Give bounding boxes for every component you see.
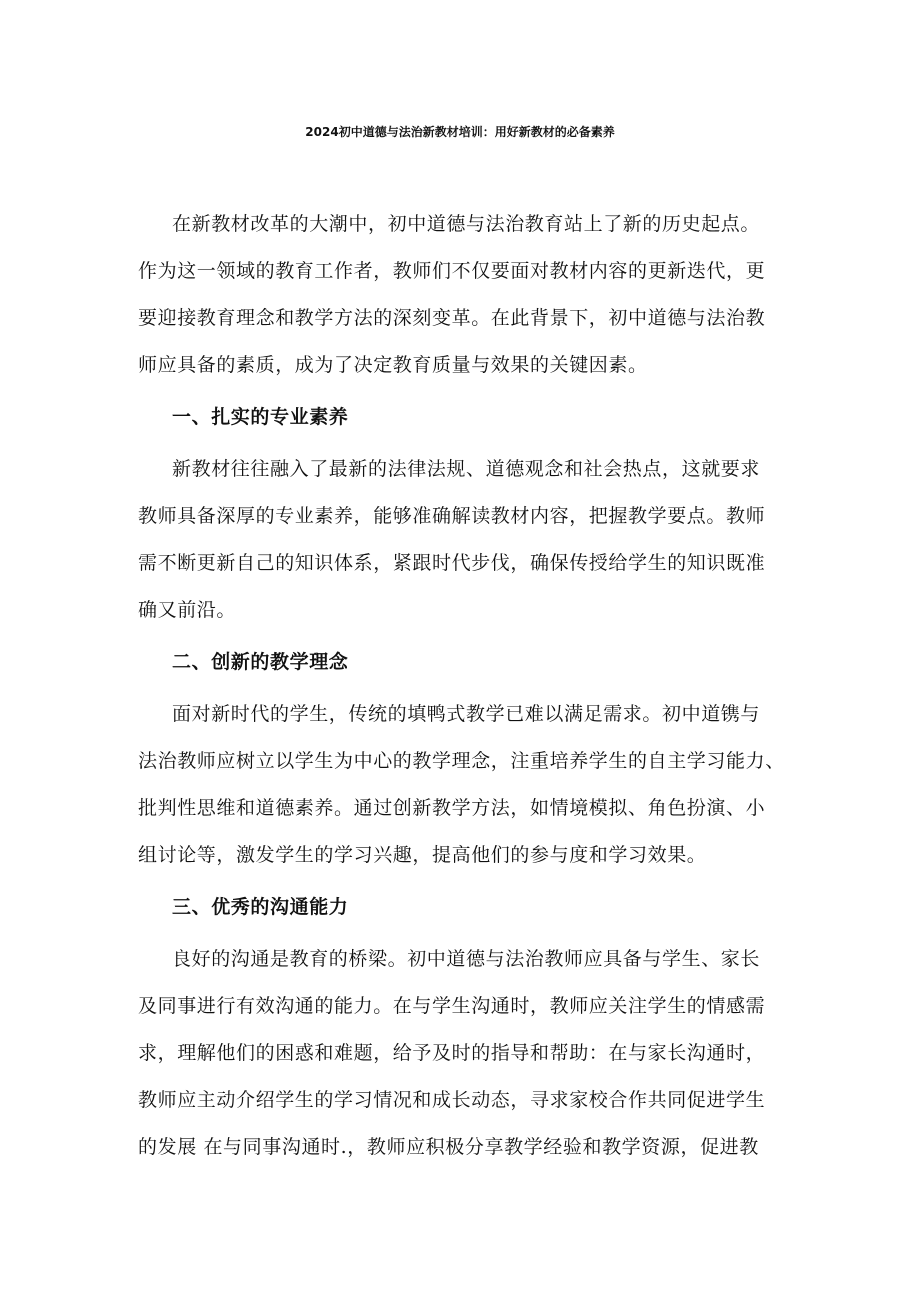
section-2-line-4: 组讨论等，激发学生的学习兴趣，提高他们的参与度和学习效果。 — [138, 844, 707, 866]
section-1-heading: 一、扎实的专业素养 — [172, 406, 349, 428]
section-1-line-2: 教师具备深厚的专业素养，能够准确解读教材内容，把握教学要点。教师 — [138, 505, 766, 527]
intro-line-1: 在新教材改革的大潮中，初中道德与法治教育站上了新的历史起点。 — [172, 213, 761, 235]
section-3-line-2: 及同事进行有效沟通的能力。在与学生沟通时，教师应关注学生的情感需 — [138, 995, 766, 1017]
section-2-line-1: 面对新时代的学生，传统的填鸭式教学已难以满足需求。初中道镌与 — [172, 703, 761, 725]
section-3-heading: 三、优秀的沟通能力 — [172, 896, 349, 918]
section-3-line-4: 教师应主动介绍学生的学习情况和成长动态，寻求家校合作共同促进学生 — [138, 1089, 766, 1111]
intro-line-4: 师应具备的素质，成为了决定教育质量与效果的关键因素。 — [138, 354, 648, 376]
section-3-line-5: 的发展 在与同事沟通时.，教师应积极分享教学经验和教学资源，促进教 — [138, 1136, 759, 1158]
document-title: 2024初中道德与法治新教材培训：用好新教材的必备素养 — [305, 125, 615, 139]
section-1-line-3: 需不断更新自己的知识体系，紧跟时代步伐，确保传授给学生的知识既准 — [138, 552, 766, 574]
section-2-line-2: 法治教师应树立以学生为中心的教学理念，注重培养学生的自主学习能力、 — [138, 750, 785, 772]
section-2-heading: 二、创新的教学理念 — [172, 651, 349, 673]
section-1-line-1: 新教材往往融入了最新的法律法规、道德观念和社会热点，这就要求 — [172, 458, 761, 480]
intro-line-2: 作为这一领域的教育工作者，教师们不仅要面对教材内容的更新迭代，更 — [138, 260, 766, 282]
section-2-line-3: 批判性思维和道德素养。通过创新教学方法，如情境模拟、角色扮演、小 — [138, 797, 766, 819]
intro-line-3: 要迎接教育理念和教学方法的深刻变革。在此背景下，初中道德与法治教 — [138, 307, 766, 329]
section-3-line-3: 求，理解他们的困惑和难题，给予及时的指导和帮助：在与家长沟通时， — [138, 1042, 766, 1064]
section-3-line-1: 良好的沟通是教育的桥梁。初中道德与法治教师应具备与学生、家长 — [172, 948, 761, 970]
section-1-line-4: 确又前沿。 — [138, 599, 237, 621]
